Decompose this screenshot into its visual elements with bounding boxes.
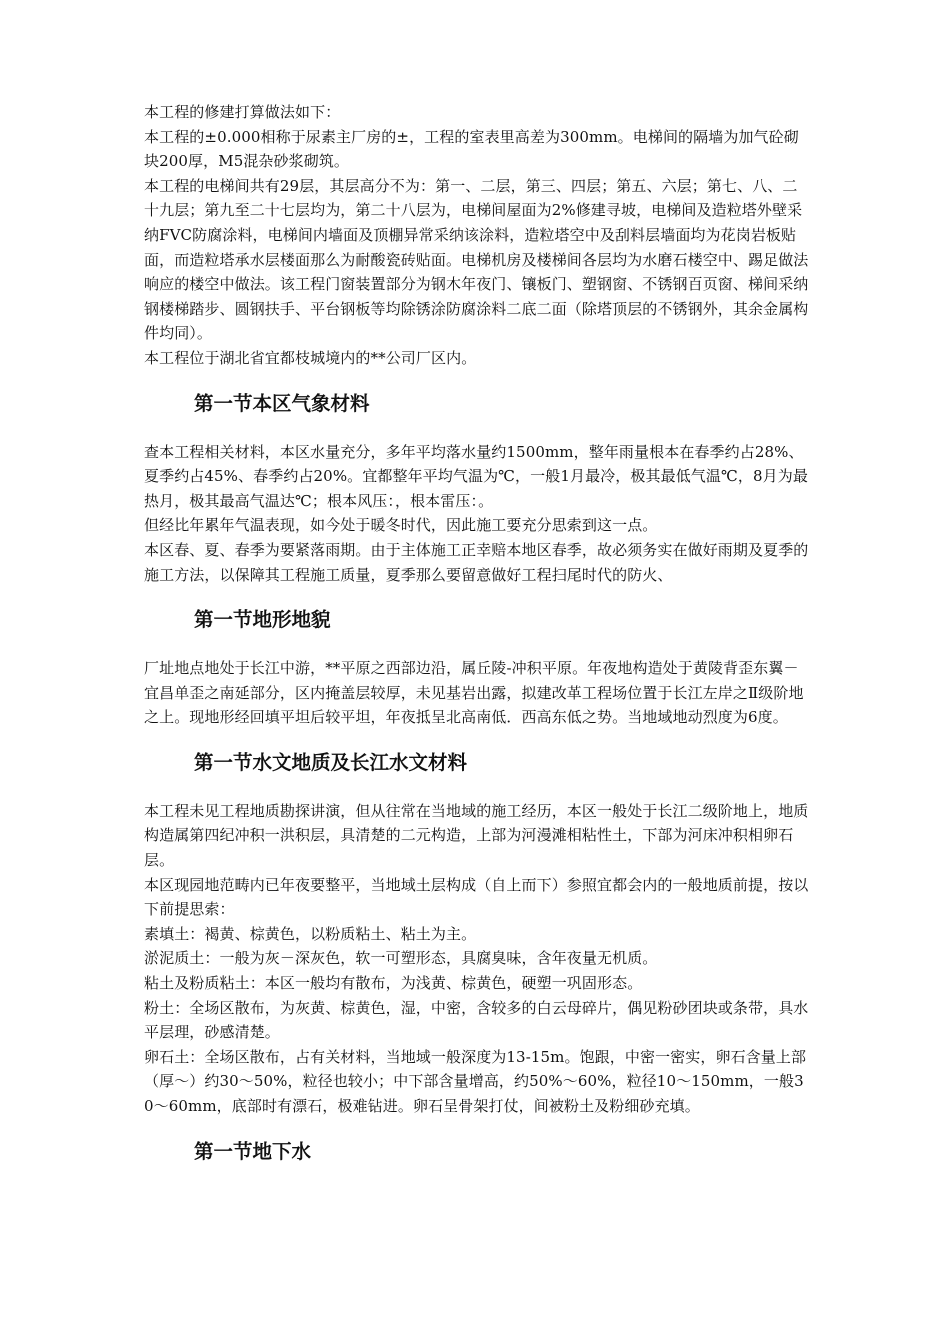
hydro-paragraph-1: 本工程未见工程地质勘探讲演，但从往常在当地域的施工经历，本区一般处于长江二级阶地上，地质构造属第四纪冲积一洪积层，具清楚的二元构造，上部为河漫滩相粘性土，下部为河床冲积相卵石层。 [144, 801, 809, 870]
document-body [144, 100, 810, 1176]
soil-clay-paragraph: 粘土及粉质粘土：本区一般均有散布，为浅黄、棕黄色，硬塑一巩固形态。 [144, 974, 643, 993]
intro-paragraph-1: 本工程的修建打算做法如下： [144, 103, 341, 121]
weather-paragraph-3: 本区春、夏、春季为要紧落雨期。由于主体施工正幸赔本地区春季，故必须务实在做好雨期及夏季的施工方法，以保障其工程施工质量，夏季那么要留意做好工程扫尾时代的防火、 [144, 540, 809, 584]
section-heading-groundwater: 第一节地下水 [194, 1139, 312, 1163]
intro-paragraph-3: 本工程的电梯间共有29层，其层高分不为：第一、二层，第三、四层；第五、六层；第七、八、二十九层；第九至二十七层均为，第二十八层为，电梯间屋面为2%修建寻坡，电梯间及造粒塔外壁采纳FVC防腐涂料，电梯间内墙面及顶棚异常采纳该涂料，造粒塔空中及刮料层墙面均为花岗岩板贴面，而造粒塔承水层楼面那么为耐酸瓷砖贴面。电梯机房及楼梯间各层均为水磨石楼空中、踢足做法响应的楼空中做法。该工程门窗装置部分为钢木年夜门、镶板门、塑钢窗、不锈钢百页窗、梯间采纳钢楼梯踏步、圆钢扶手、平台钢板等均除锈涂防腐涂料二底二面（除塔顶层的不锈钢外，其余金属构件均同）。 [144, 176, 809, 343]
weather-paragraph-2: 但经比年累年气温表现，如今处于暖冬时代，因此施工要充分思索到这一点。 [144, 516, 658, 535]
soil-silt-mud-paragraph: 淤泥质土：一般为灰－深灰色，软一可塑形态，具腐臭味，含年夜量无机质。 [144, 949, 658, 968]
terrain-paragraph-1: 厂址地点地处于长江中游，**平原之西部边沿，属丘陵-冲积平原。年夜地构造处于黄陵背歪东翼－宜昌单歪之南延部分，区内掩盖层较厚，未见基岩出露，拟建改革工程场位置于长江左岸之Ⅱ级阶地之上。现地形经回填平坦后较平坦，年夜抵呈北高南低．西高东低之势。当地域地动烈度为6度。 [144, 659, 804, 727]
hydro-paragraph-2: 本区现园地范畴内已年夜要整平，当地域土层构成（自上而下）参照宜都会内的一般地质前提，按以下前提思索： [144, 875, 809, 919]
soil-fill-paragraph: 素填土：褐黄、棕黄色，以粉质粘土、粘土为主。 [144, 924, 477, 943]
soil-pebble-paragraph: 卵石土：全场区散布，占有关材料，当地域一般深度为13-15m。饱跟，中密一密实，卵石含量上部（厚～）约30～50%，粒径也较小；中下部含量增高，约50%～60%，粒径10～150mm，一般30～60mm，底部时有漂石，极难钻进。卵石呈骨架打仗，间被粉土及粉细砂充填。 [144, 1047, 807, 1115]
section-heading-hydrogeology: 第一节水文地质及长江水文材料 [194, 750, 468, 774]
intro-paragraph-2: 本工程的±0.000相称于尿素主厂房的±，工程的室表里高差为300mm。电梯间的隔墙为加气砼砌块200厚，M5混杂砂浆砌筑。 [144, 127, 799, 171]
section-heading-terrain: 第一节地形地貌 [194, 608, 331, 632]
soil-silt-paragraph: 粉土：全场区散布，为灰黄、棕黄色，湿，中密，含较多的白云母碎片，偶见粉砂团块或条带，具水平层理，砂感清楚。 [144, 998, 809, 1042]
weather-paragraph-1: 查本工程相关材料，本区水量充分，多年平均落水量约1500mm，整年雨量根本在春季约占28%、夏季约占45%、春季约占20%。宜都整年平均气温为℃，一般1月最冷，极其最低气温℃，8月为最热月，极其最高气温达℃；根本风压：，根本雷压：。 [144, 442, 808, 510]
section-heading-weather: 第一节本区气象材料 [194, 391, 370, 415]
intro-paragraph-4: 本工程位于湖北省宜都枝城境内的**公司厂区内。 [144, 348, 477, 367]
